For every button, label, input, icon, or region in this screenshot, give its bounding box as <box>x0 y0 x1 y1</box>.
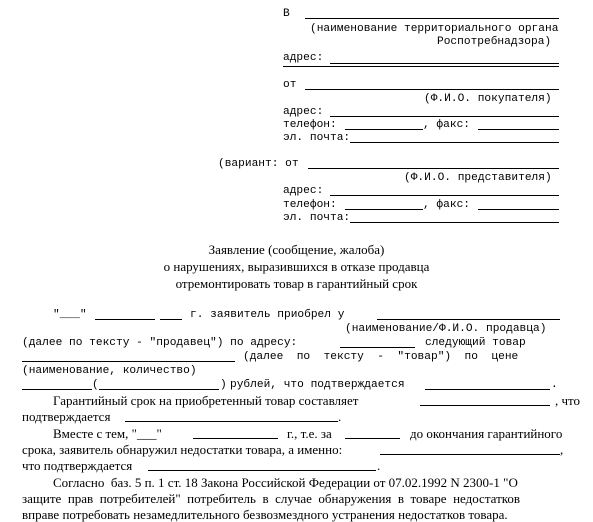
goods-text: следующий товар <box>425 337 526 349</box>
price-words-field[interactable] <box>99 389 219 390</box>
from-prefix: от <box>283 79 297 91</box>
date-open: "___" <box>53 309 87 321</box>
law-line-1: Согласно баз. 5 п. 1 ст. 18 Закона Российской Федерации от 07.02.1992 N 2300-1 "О <box>53 475 518 490</box>
seller-caption: (наименование/Ф.И.О. продавца) <box>345 323 547 335</box>
rep-address-field[interactable] <box>330 195 559 196</box>
defects-comma: , <box>560 442 564 457</box>
rep-name-field[interactable] <box>308 168 559 169</box>
to-prefix: В <box>283 8 290 20</box>
seller-address-field[interactable] <box>340 347 415 348</box>
price-paren-open: ( <box>92 379 99 391</box>
authority-address-label: адрес: <box>283 52 324 64</box>
title-line-1: Заявление (сообщение, жалоба) <box>208 242 385 257</box>
price-number-field[interactable] <box>22 389 92 390</box>
consumer-address-label: адрес: <box>283 106 324 118</box>
goods-caption: (наименование, количество) <box>22 365 197 377</box>
rep-email-label: эл. почта: <box>283 212 351 224</box>
authority-caption-2: Роспотребнадзора) <box>437 36 552 48</box>
consumer-phone-field[interactable] <box>345 129 423 130</box>
consumer-email-label: эл. почта: <box>283 132 351 144</box>
goods-continue: (далее по тексту - "товар") по цене <box>243 351 519 363</box>
warranty-proof-field[interactable] <box>125 421 338 422</box>
consumer-name-field[interactable] <box>305 89 559 90</box>
title-line-3: отремонтировать товар в гарантийный срок <box>175 276 418 291</box>
authority-caption-1: (наименование территориального органа <box>310 23 559 35</box>
variant-prefix: (вариант: от <box>218 158 299 170</box>
term-text: срока, заявитель обнаружил недостатки товара, а именно: <box>22 442 343 457</box>
since-days-field[interactable] <box>345 438 400 439</box>
since-days: до окончания гарантийного <box>410 426 563 441</box>
rep-caption: (Ф.И.О. представителя) <box>404 172 552 184</box>
since-text: Вместе с тем, "___" <box>53 426 162 441</box>
goods-field[interactable] <box>22 361 235 362</box>
consumer-fax-field[interactable] <box>478 129 559 130</box>
price-proof-field[interactable] <box>425 389 550 390</box>
consumer-phone-label: телефон: <box>283 119 337 131</box>
consumer-caption: (Ф.И.О. покупателя) <box>424 93 552 105</box>
date-year-field[interactable] <box>160 319 182 320</box>
defects-proof-field[interactable] <box>148 470 376 471</box>
authority-address-field-2[interactable] <box>283 66 559 67</box>
date-month-field[interactable] <box>95 319 155 320</box>
consumer-fax-label: , факс: <box>423 119 470 131</box>
title-line-2: о нарушениях, выразившихся в отказе продавца <box>163 259 430 274</box>
seller-field[interactable] <box>377 319 560 320</box>
seller-text: (далее по тексту - "продавец") по адресу: <box>22 337 298 349</box>
law-line-2: защите прав потребителей" потребитель в случае обнаружения в товаре недостатков <box>22 491 521 506</box>
price-paren-close: ) <box>220 379 227 391</box>
warranty-field[interactable] <box>420 405 550 406</box>
since-date-field[interactable] <box>193 438 278 439</box>
rep-phone-field[interactable] <box>345 209 423 210</box>
rep-fax-label: , факс: <box>423 199 470 211</box>
rep-address-label: адрес: <box>283 185 324 197</box>
authority-field[interactable] <box>305 18 559 19</box>
rep-email-field[interactable] <box>350 222 559 223</box>
purchase-text: г. заявитель приобрел у <box>190 309 345 321</box>
price-dot: . <box>551 379 558 391</box>
rep-phone-label: телефон: <box>283 199 337 211</box>
defects-field[interactable] <box>380 454 560 455</box>
price-text: рублей, что подтверждается <box>230 379 405 391</box>
warranty-text: Гарантийный срок на приобретенный товар составляет <box>53 393 359 408</box>
warranty-dot: . <box>338 409 342 424</box>
authority-address-field[interactable] <box>330 63 559 64</box>
warranty-confirmed: подтверждается <box>22 409 111 424</box>
confirmed-text: что подтверждается <box>22 458 133 473</box>
law-line-3: вправе потребовать незамедлительного безвозмездного устранения недостатков товара. <box>22 507 508 522</box>
rep-fax-field[interactable] <box>478 209 559 210</box>
since-year: г., т.е. за <box>287 426 332 441</box>
defects-dot: . <box>377 458 381 473</box>
consumer-email-field[interactable] <box>350 142 559 143</box>
consumer-address-field[interactable] <box>330 116 559 117</box>
warranty-comma: , что <box>555 393 581 408</box>
